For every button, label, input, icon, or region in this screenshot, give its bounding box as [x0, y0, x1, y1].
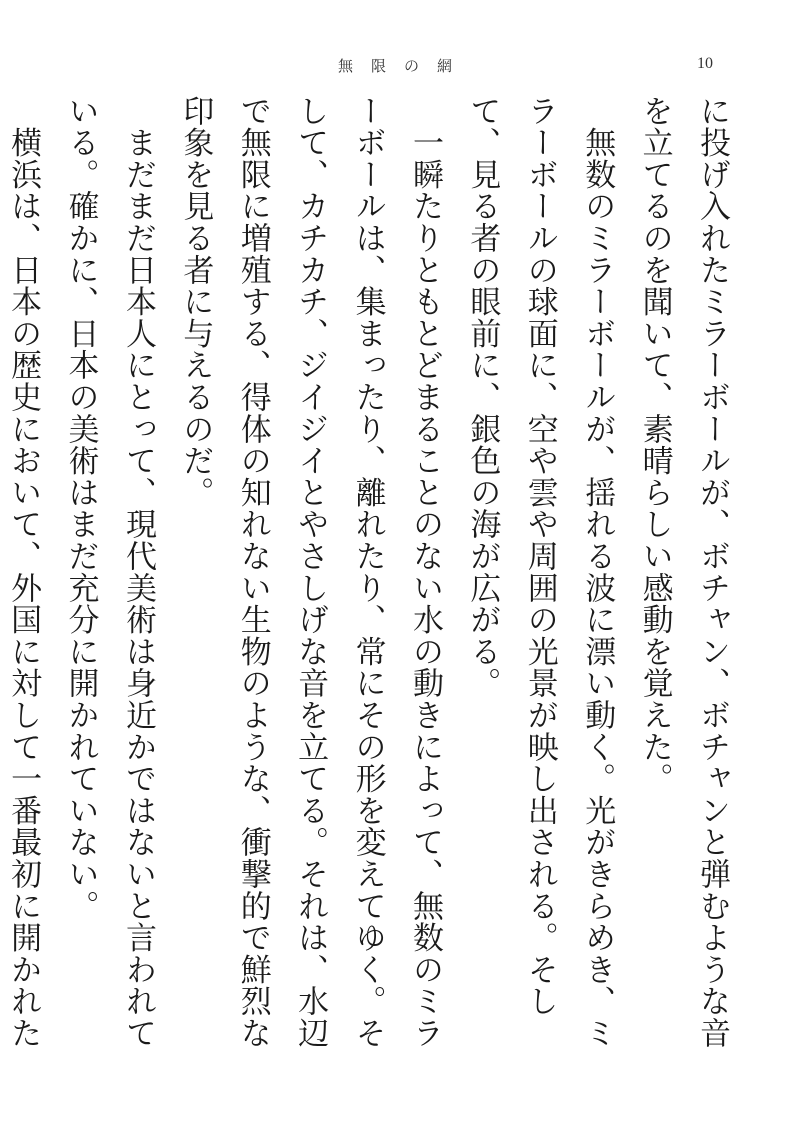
- running-title: 無限の網: [338, 57, 471, 75]
- paragraph: 一瞬たりともとどまることのない水の動きによって、無数のミラーボールは、集まったり、離れたり、常にその形を変えてゆく。そして、カチカチ、ジイジイとやさしげな音を立てる。それは、水辺で無限に増殖する、得体の知れない生物のような、衝撃的で鮮烈な印象を見る者に与えるのだ。: [177, 95, 443, 1049]
- paragraph: 無数のミラーボールが、揺れる波に漂い動く。光がきらめき、ミラーボールの球面に、空や雲や周囲の光景が映し出される。そして、見る者の眼前に、銀色の海が広がる。: [464, 95, 616, 1049]
- paragraph: 横浜は、日本の歴史において、外国に対して一番最初に開かれた: [5, 126, 42, 1049]
- body-text: [5, 95, 740, 1075]
- paragraph: まだまだ日本人にとって、現代美術は身近かではないと言われている。確かに、日本の美術はまだ充分に開かれていない。: [62, 95, 156, 1049]
- page-number: 10: [697, 55, 713, 72]
- paragraph: に投げ入れたミラーボールが、ボチャン、ボチャンと弾むような音を立てるのを聞いて、素晴らしい感動を覚えた。: [636, 95, 730, 1049]
